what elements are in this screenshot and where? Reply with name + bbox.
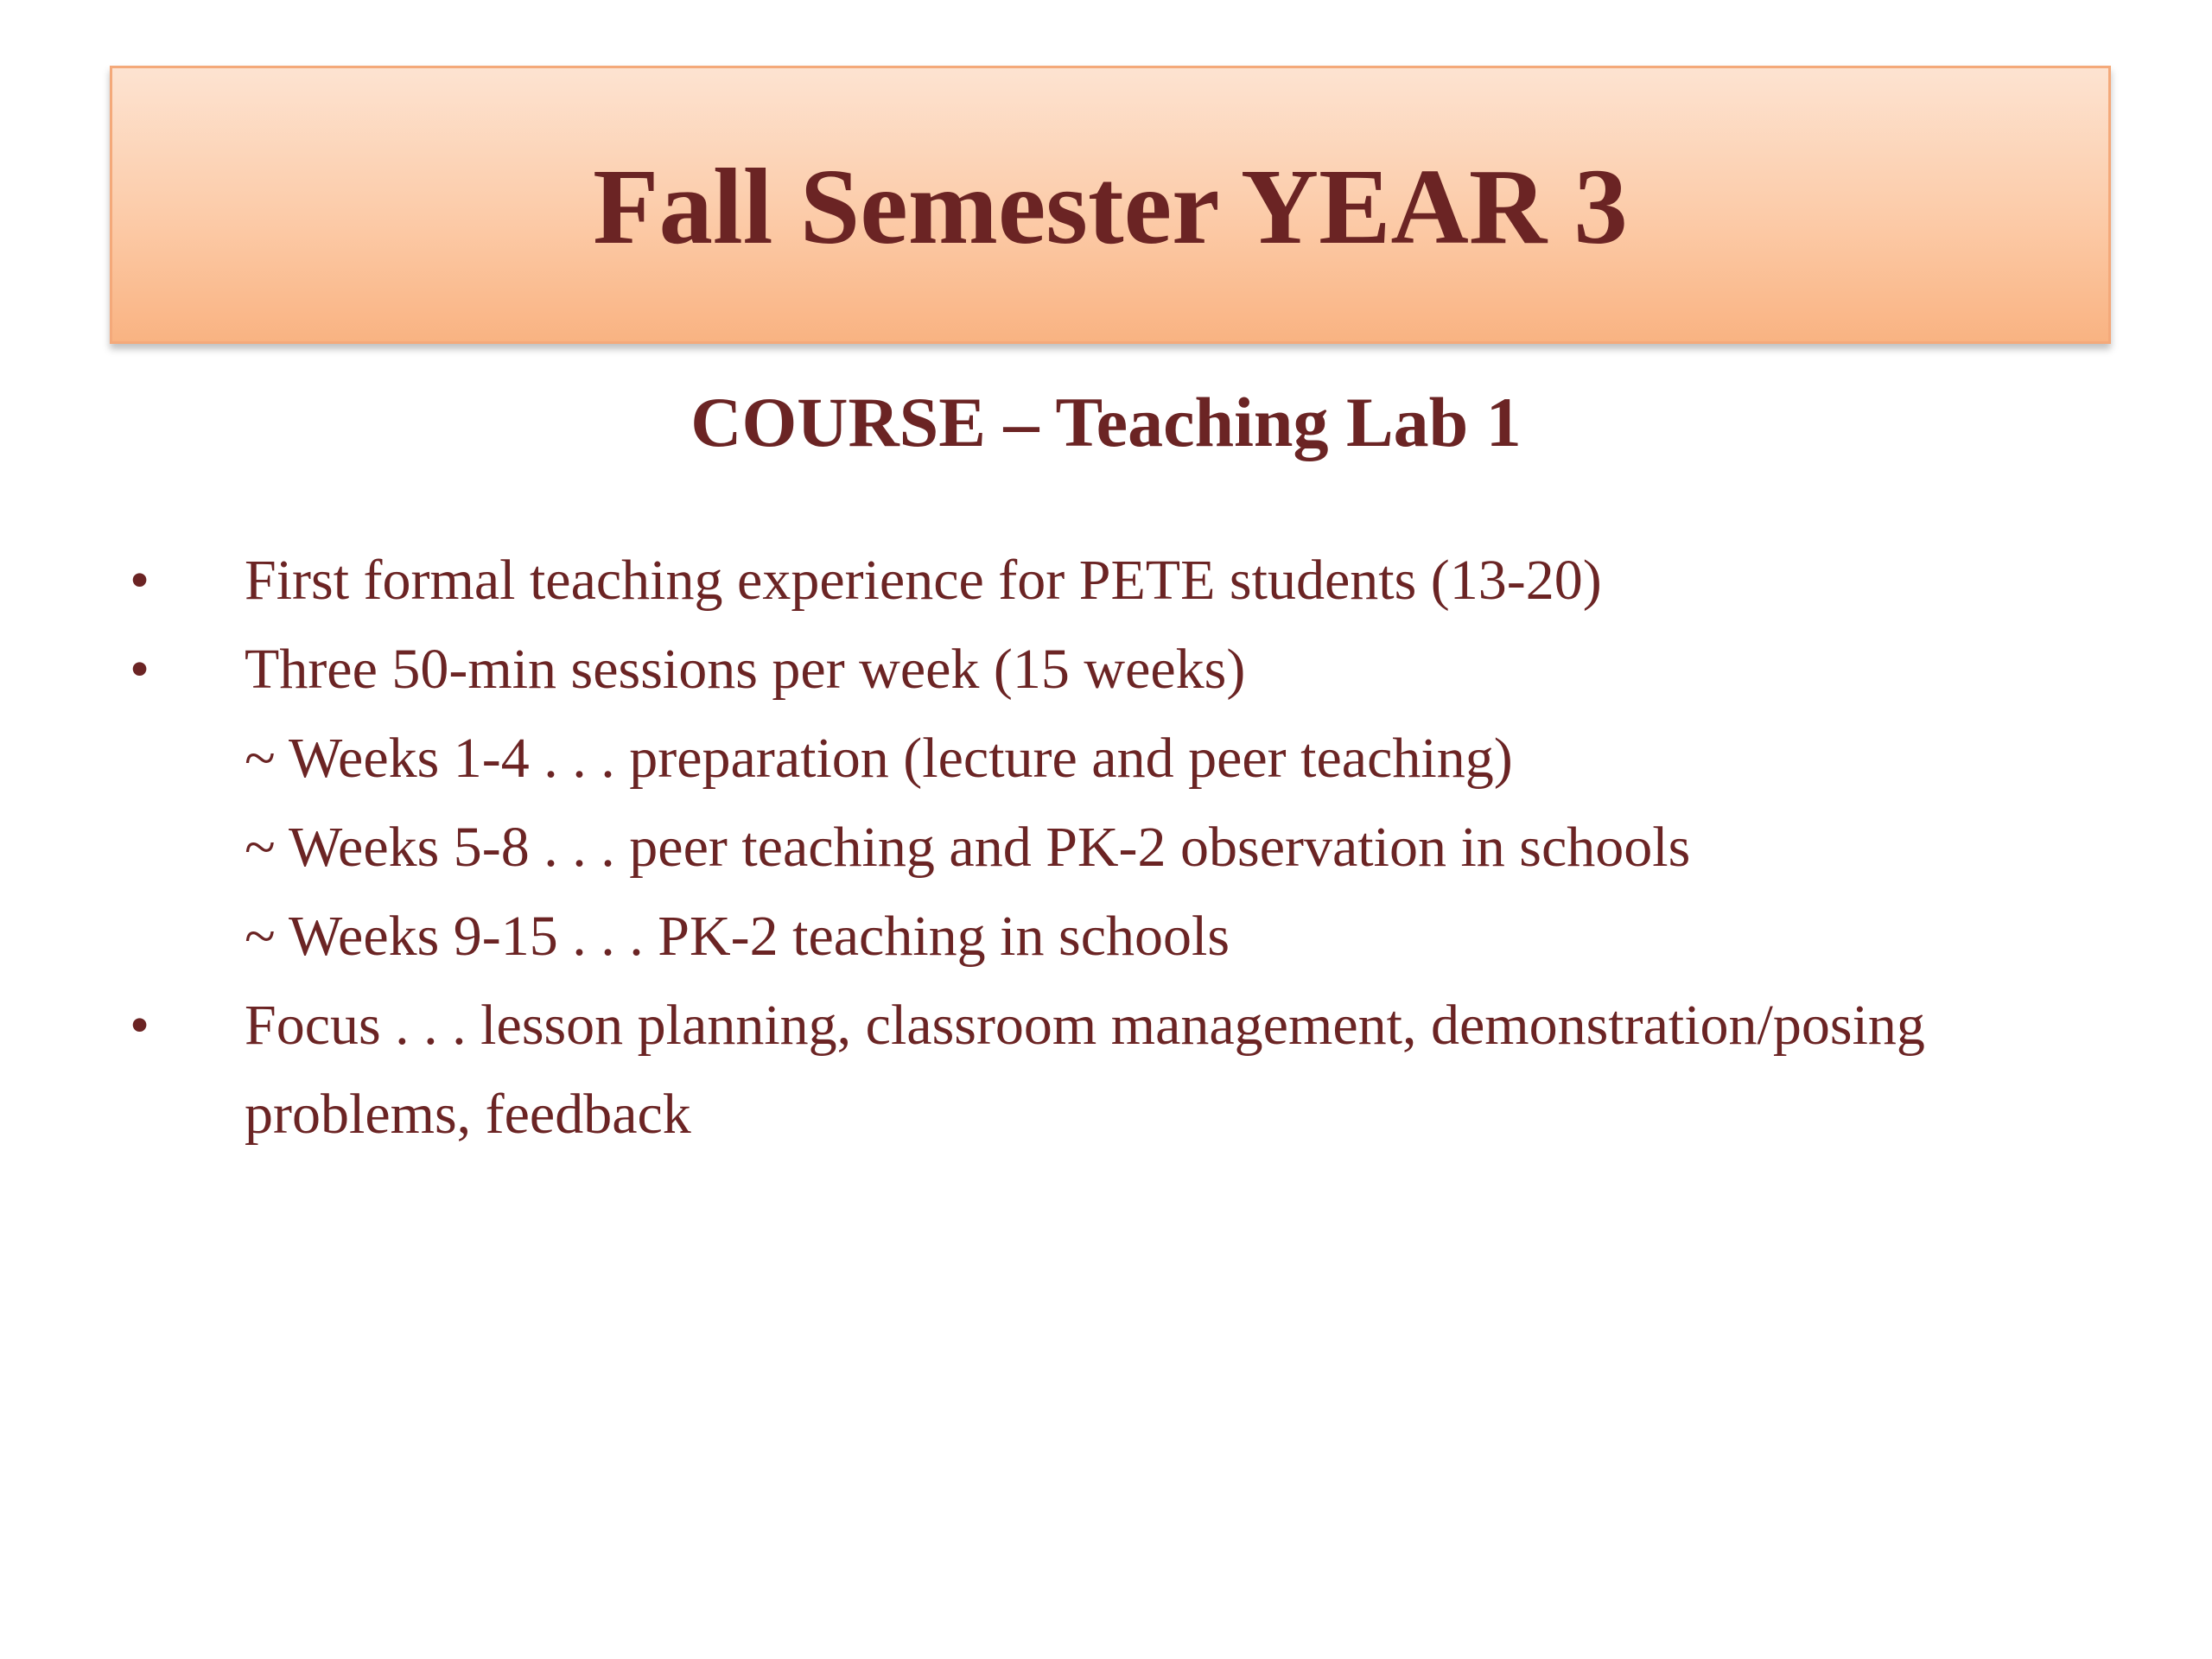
title-banner <box>110 66 2111 344</box>
sub-list-item <box>130 892 2082 981</box>
list-item-text: Three 50-min sessions per week (15 weeks) <box>245 638 1246 701</box>
bullet-marker: • <box>130 638 150 701</box>
list-item <box>130 981 2082 1159</box>
sub-list-item <box>130 803 2082 892</box>
list-item-text: First formal teaching experience for PETE students (13-20) <box>245 549 1602 612</box>
bullet-marker: • <box>130 994 150 1057</box>
bullet-list <box>130 536 2082 1159</box>
list-item-text: ~ Weeks 1-4 . . . preparation (lecture and peer teaching) <box>245 727 1513 790</box>
list-item-text: ~ Weeks 9-15 . . . PK-2 teaching in schools <box>245 905 1230 968</box>
slide-subtitle: COURSE – Teaching Lab 1 <box>690 383 1522 461</box>
list-item-text: Focus . . . lesson planning, classroom management, demonstration/posing problems, feedback <box>245 994 1925 1146</box>
list-item <box>130 625 2082 714</box>
sub-list-item <box>130 714 2082 803</box>
slide-title: Fall Semester YEAR 3 <box>593 147 1628 267</box>
bullet-marker: • <box>130 549 150 612</box>
list-item-text: ~ Weeks 5-8 . . . peer teaching and PK-2 observation in schools <box>245 816 1691 879</box>
list-item <box>130 536 2082 625</box>
